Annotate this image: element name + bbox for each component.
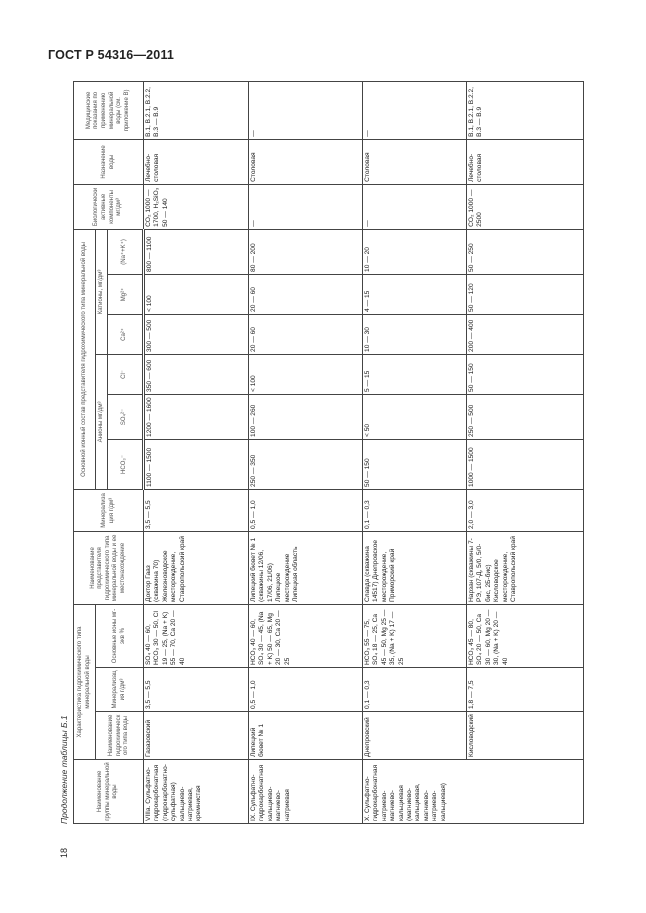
cell-bio: CO₂ 1000 — 2500 — [467, 184, 584, 229]
cell-hco3: 1000 — 1500 — [467, 439, 584, 489]
cell-cl: < 100 — [249, 354, 363, 394]
cell-rep-min: 2,0 — 3,0 — [467, 489, 584, 531]
header-representative: Наименование представителя гидрохимического типа минеральной воды и ее местонахождение — [74, 531, 144, 604]
header-main-ions: Основные ионы мг-экв % — [96, 604, 144, 667]
cell-rep-min: 0,5 — 1,0 — [249, 489, 363, 531]
mineral-water-table — [73, 81, 584, 824]
cell-hco3: 250 — 350 — [249, 439, 363, 489]
cell-rep-name: Славда (скважина 14517) Днепровское месторождение, Приморский край — [363, 531, 467, 604]
header-ca: Ca²⁺ — [108, 314, 144, 354]
cell-so4: < 50 — [363, 394, 467, 439]
cell-ca: 200 — 400 — [467, 314, 584, 354]
cell-purpose: Столовая — [363, 139, 467, 184]
cell-na-k: 10 — 20 — [363, 229, 467, 274]
table-row — [363, 81, 467, 823]
cell-main-ions: HCO₃ 40 — 60, SO₄ 30 — 45, (Na + K) 50 — 65, Mg 20 — 30, Ca 20 — 25 — [249, 604, 363, 667]
cell-na-k: 800 — 1100 — [144, 229, 249, 274]
cell-medical: — — [249, 81, 363, 139]
cell-group: X. Сульфатно-гидрокарбонатная натриево-магниево-кальциевая (магниево-кальциевая, магниево-натриево-кальциевая) — [363, 760, 584, 824]
table-row — [467, 81, 584, 823]
cell-type-min: 1,8 — 7,5 — [467, 668, 584, 712]
cell-so4: 250 — 500 — [467, 394, 584, 439]
cell-purpose: Лечебно-столовая — [467, 139, 584, 184]
header-cations: Катионы, мг/дм³ — [96, 229, 108, 354]
cell-type-name: Газазовский — [144, 712, 249, 760]
cell-ca: 300 — 500 — [144, 314, 249, 354]
header-mg: Mg²⁺ — [108, 274, 144, 314]
header-medical: Медицинские показания по применению минеральной воды (см. приложение В) — [74, 81, 144, 139]
cell-mg: 50 — 120 — [467, 274, 584, 314]
header-so4: SO₄²⁻ — [108, 394, 144, 439]
cell-bio: CO₂ 1000 — 1700, H₂SiO₃ 50 — 140 — [144, 184, 249, 229]
cell-na-k: 50 — 250 — [467, 229, 584, 274]
cell-hco3: 1100 — 1500 — [144, 439, 249, 489]
cell-group: VIIIа. Сульфатно-гидрокарбонатная (гидрокарбонатно-сульфатная) кальциево-натриевая, кремнистая — [144, 760, 249, 824]
cell-mg: 20 — 60 — [249, 274, 363, 314]
cell-purpose: Лечебно-столовая — [144, 139, 249, 184]
cell-main-ions: SO₄ 40 — 60, HCO₃ 30 — 50, Cl 19 — 25, (Na + K) 55 — 70, Ca 20 — 40 — [144, 604, 249, 667]
cell-type-name: Кисловодский — [467, 712, 584, 760]
cell-rep-name: Доктор Гааз (скважина 70) Железноводское месторождение, Ставропольский край — [144, 531, 249, 604]
header-type-name: Наименование гидрохимического типа воды — [96, 712, 144, 760]
cell-medical: В.1, В.2.1, В.2.2, В.3 — В.9 — [467, 81, 584, 139]
cell-rep-name: Липецкий бювет № 1 (скважины 12/06, 17/06, 21/06) Липецкое месторождение Липецкая область — [249, 531, 363, 604]
cell-main-ions: HCO₃ 45 — 80, SO₄ 20 — 50, Ca 30 — 60, Mg 20 — 30, (Na + K) 20 — 40 — [467, 604, 584, 667]
header-group: Наименование группы минеральной воды — [74, 760, 144, 824]
cell-mg: < 100 — [144, 274, 249, 314]
cell-type-min: 3,5 — 5,5 — [144, 668, 249, 712]
table-row — [144, 81, 249, 823]
header-rep-mineralization: Минерализация г/дм³ — [74, 489, 144, 531]
cell-cl: 50 — 150 — [467, 354, 584, 394]
cell-rep-min: 3,5 — 5,5 — [144, 489, 249, 531]
header-na-k: (Na⁺+K⁺) — [108, 229, 144, 274]
table-caption: Продолжение таблицы Б.1 — [59, 715, 69, 824]
cell-cl: 5 — 15 — [363, 354, 467, 394]
cell-bio: — — [249, 184, 363, 229]
header-bio-components: Биологически активные компоненты мг/дм³ — [74, 184, 144, 229]
page-number: 18 — [59, 847, 69, 858]
cell-group: IX. Сульфатно-гидрокарбонатная кальциево-магниево-натриевая — [249, 760, 363, 824]
cell-type-name: Днепровский — [363, 712, 467, 760]
cell-rep-name: Нарзан (скважины 7-РЭ, 107-Д, 5/0, 5/0-бис, 2Б-бис) Кисловодское месторождение, Ставропольский край — [467, 531, 584, 604]
cell-so4: 100 — 260 — [249, 394, 363, 439]
cell-rep-min: 0,1 — 0,3 — [363, 489, 467, 531]
header-purpose: Назначение воды — [74, 139, 144, 184]
cell-so4: 1200 — 1600 — [144, 394, 249, 439]
header-type-mineralization: Минерализация г/дм³ — [96, 668, 144, 712]
header-anions: Анионы мг/дм³ — [96, 354, 108, 489]
cell-type-name: Липецкий бювет № 1 — [249, 712, 363, 760]
header-hco3: HCO₃⁻ — [108, 439, 144, 489]
cell-type-min: 0,1 — 0,3 — [363, 668, 467, 712]
table-row — [249, 81, 363, 823]
cell-cl: 350 — 600 — [144, 354, 249, 394]
cell-mg: 4 — 15 — [363, 274, 467, 314]
header-cl: Cl⁻ — [108, 354, 144, 394]
cell-ca: 10 — 30 — [363, 314, 467, 354]
cell-medical: — — [363, 81, 467, 139]
document-header: ГОСТ Р 54316—2011 — [48, 48, 175, 62]
rotated-table-container — [56, 82, 588, 858]
header-type-characteristics: Характеристика гидрохимического типа минеральной воды — [74, 604, 96, 759]
header-ionic-composition: Основной ионный состав представителя гидрохимического типа минеральной воды — [74, 229, 96, 489]
cell-ca: 20 — 60 — [249, 314, 363, 354]
cell-medical: В.1, В.2.1, В.2.2, В.3 — В.9 — [144, 81, 249, 139]
cell-bio: — — [363, 184, 467, 229]
cell-main-ions: HCO₃ 55 — 75, SO₄ 18 — 25, Ca 45 — 50, Mg 25 — 35, (Na + K) 17 — 25 — [363, 604, 467, 667]
cell-type-min: 0,5 — 1,0 — [249, 668, 363, 712]
cell-purpose: Столовая — [249, 139, 363, 184]
cell-hco3: 50 — 150 — [363, 439, 467, 489]
cell-na-k: 80 — 200 — [249, 229, 363, 274]
